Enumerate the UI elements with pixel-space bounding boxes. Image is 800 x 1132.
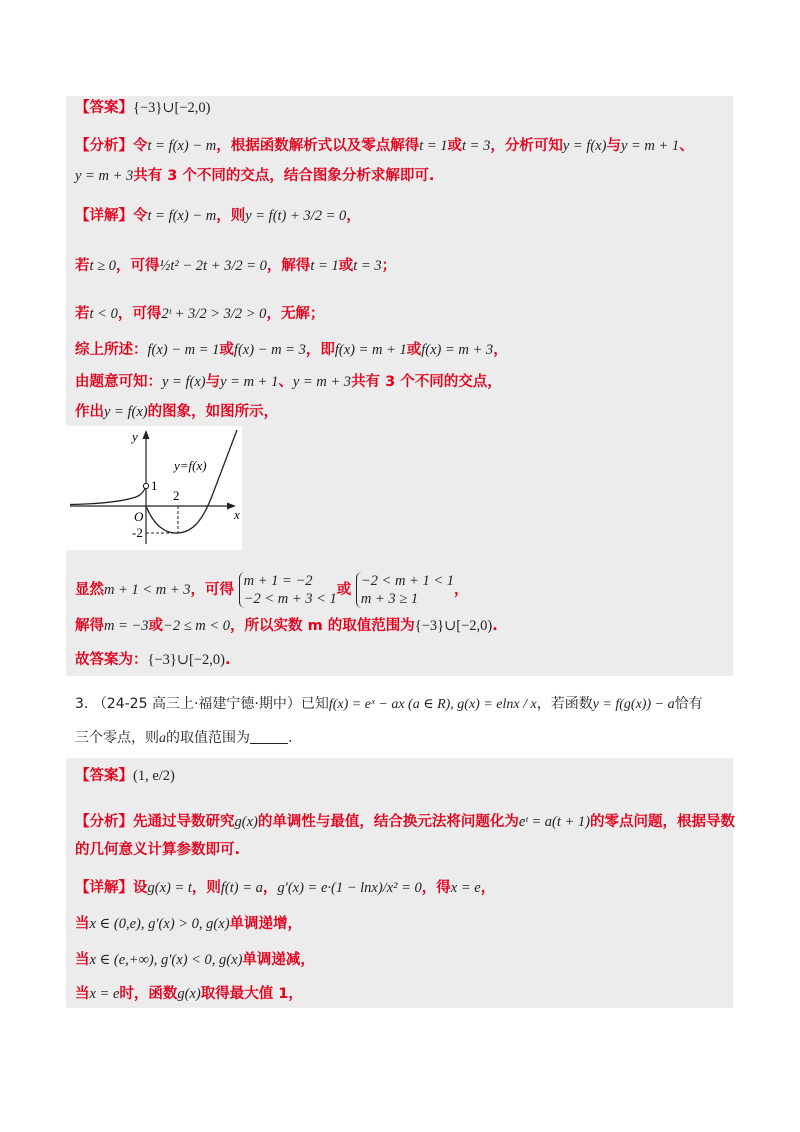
answer-label-2: 【答案】 bbox=[75, 768, 133, 784]
question-3-line-2: 三个零点，则a的取值范围为 . bbox=[75, 730, 293, 746]
detail-line-8: 解得m = −3或−2 ≤ m < 0，所以实数 m 的取值范围为{−3}∪[−2,0). bbox=[75, 618, 498, 634]
detail-label-2: 【详解】 bbox=[75, 880, 133, 896]
equation-system-2: −2 < m + 1 < 1 m + 3 ≥ 1 bbox=[356, 572, 454, 608]
question-number: 3. bbox=[75, 696, 89, 712]
analysis-label-2: 【分析】 bbox=[75, 814, 133, 830]
detail-line-4: 综上所述：f(x) − m = 1或f(x) − m = 3，即f(x) = m + 1或f(x) = m + 3， bbox=[75, 342, 508, 358]
detail-line-1: 【详解】令t = f(x) − m，则y = f(t) + 3/2 = 0， bbox=[75, 208, 361, 224]
origin-label: O bbox=[134, 509, 144, 524]
equation-system-1: m + 1 = −2 −2 < m + 3 < 1 bbox=[239, 572, 337, 608]
detail-line-9: 故答案为：{−3}∪[−2,0). bbox=[75, 652, 231, 668]
detail-2-line-4: 当x = e时，函数g(x)取得最大值 1， bbox=[75, 986, 303, 1002]
analysis-line-2: y = m + 3共有 3 个不同的交点，结合图象分析求解即可. bbox=[75, 168, 435, 184]
answer-blank bbox=[250, 729, 288, 744]
answer-label: 【答案】 bbox=[75, 100, 133, 116]
detail-2-line-3: 当x ∈ (e,+∞), g′(x) < 0, g(x)单调递减， bbox=[75, 952, 315, 968]
detail-line-3: 若t < 0，可得2ᵗ + 3/2 > 3/2 > 0，无解； bbox=[75, 306, 325, 322]
x-axis-label: x bbox=[234, 507, 240, 522]
detail-line-2: 若t ≥ 0，可得½t² − 2t + 3/2 = 0，解得t = 1或t = 3； bbox=[75, 258, 397, 274]
tick-label-neg2: -2 bbox=[132, 525, 143, 540]
function-graph bbox=[66, 426, 242, 550]
detail-2-line-1: 【详解】设g(x) = t，则f(t) = a，g′(x) = e·(1 − lnx)/x² = 0，得x = e， bbox=[75, 880, 496, 896]
answer-math: {−3}∪[−2,0) bbox=[133, 100, 211, 116]
tick-label-1: 1 bbox=[151, 478, 158, 493]
detail-line-5: 由题意可知：y = f(x)与y = m + 1、y = m + 3共有 3 个不同的交点， bbox=[75, 374, 502, 390]
analysis-2-line-1: 【分析】先通过导数研究g(x)的单调性与最值，结合换元法将问题化为eᵗ = a(t + 1)的零点问题，根据导数 bbox=[75, 814, 735, 830]
detail-line-7: 显然m + 1 < m + 3，可得 m + 1 = −2 −2 < m + 3 < 1 或 −2 < m + 1 < 1 m + 3 ≥ 1 ， bbox=[75, 573, 469, 607]
question-3-line-1: 3. （24-25 高三上·福建宁德·期中）已知f(x) = eˣ − ax (a ∈ R), g(x) = elnx / x，若函数y = f(g(x)) − a恰有 bbox=[75, 696, 703, 712]
detail-line-6: 作出y = f(x)的图象，如图所示， bbox=[75, 404, 279, 420]
answer-line bbox=[75, 98, 210, 118]
analysis-2-line-2: 的几何意义计算参数即可. bbox=[75, 842, 241, 858]
analysis-line-1: 【分析】令t = f(x) − m，根据函数解析式以及零点解得t = 1或t = 3，分析可知y = f(x)与y = m + 1、 bbox=[75, 138, 694, 154]
detail-label: 【详解】 bbox=[75, 208, 133, 224]
detail-2-line-2: 当x ∈ (0,e), g′(x) > 0, g(x)单调递增， bbox=[75, 916, 303, 932]
y-axis-label: y bbox=[132, 429, 138, 444]
answer-line-2 bbox=[75, 766, 175, 786]
answer-math-2: (1, e/2) bbox=[133, 768, 175, 784]
open-point bbox=[143, 483, 148, 488]
tick-label-2: 2 bbox=[173, 488, 180, 503]
analysis-label: 【分析】 bbox=[75, 138, 133, 154]
curve-label: y=f(x) bbox=[174, 458, 207, 473]
